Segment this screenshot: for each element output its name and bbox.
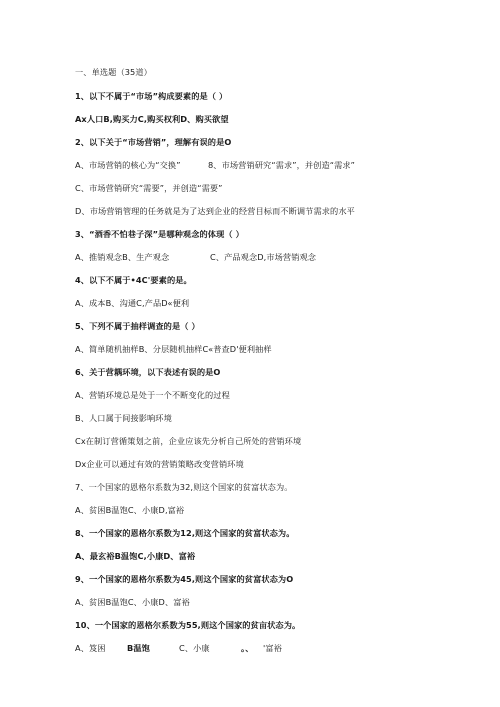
question-3-stem: 3、“酒香不怕巷子深”是哪种观念的体现（ ） xyxy=(75,229,244,239)
question-8-stem: 8、一个国家的恩格尔系数为12,则这个国家的贫富状态为。 xyxy=(75,528,295,538)
question-10-option-b: B温饱 xyxy=(127,643,150,653)
question-6-option-c: Cx在制订营循策划之前，企业应该先分析自己所处的营销环境 xyxy=(75,436,302,446)
question-2-stem: 2、以下关于“市场营销”，理解有误的是O xyxy=(75,137,232,147)
question-6-option-b: B、人口属于间接影响环境 xyxy=(75,413,172,423)
question-3-options-cd: C、产品观念D,市场营销观念 xyxy=(210,252,317,262)
question-7-stem: 7、一个国家的恩格尔系数为32,则这个国家的贫富状态为。 xyxy=(75,482,293,492)
question-6-option-d: Dx企业可以通过有效的营销策略改变营销环境 xyxy=(75,459,244,469)
question-10-stem: 10、一个国家的恩格尔系数为55,则这个国家的贫亩状态为。 xyxy=(75,620,301,630)
question-8-options: A、最玄裕B温饱C,小康D、富裕 xyxy=(75,551,196,561)
question-6-option-a: A、营销环境总是处于一个不断变化的过程 xyxy=(75,390,230,400)
question-2-option-c: C、市场营销研究“需要”，并创造“需要” xyxy=(75,183,223,193)
question-5-options: A、简单随机抽样B、分层随机抽样C«普查D'便利抽样 xyxy=(75,344,272,354)
question-10-option-d-mark: 。、 xyxy=(241,643,254,653)
question-5-stem: 5、下列不属于抽样调查的是（ ） xyxy=(75,321,200,331)
question-6-stem: 6、关于营耦环境，以下表述有误的是O xyxy=(75,367,221,377)
section-title: 一、单选题（35道） xyxy=(75,67,152,77)
question-10-options xyxy=(75,642,435,654)
question-7-options: A、贫困B温饱C、小康D,富裕 xyxy=(75,505,185,515)
question-2-option-d: D、市场营销管理的任务就是为了达到企业的经营目标而不断调节需求的水平 xyxy=(75,206,355,216)
question-4-options: A、成本B、沟通C,产品D«便利 xyxy=(75,298,190,308)
question-2-option-b: 8、市场营销研究“需求”，并创造“需求” xyxy=(208,160,355,170)
question-3-options-ab: A、推销观念B、生产观念 xyxy=(75,252,170,262)
question-2-option-a: A、市场营销的核心为“交换” xyxy=(75,160,181,170)
question-1-stem: 1、以下不属于“市场”构成要素的是（ ） xyxy=(75,91,228,101)
question-9-options: A、贫困B温饱C、小康D、富裕 xyxy=(75,597,190,607)
question-10-option-c: C、小康 xyxy=(179,643,210,653)
question-4-stem: 4、以下不属于•4C'要素的是。 xyxy=(75,275,192,285)
question-1-options: Ax人口B,购买力C,购买权利D、购买欲望 xyxy=(75,114,229,124)
question-10-option-d: '富裕 xyxy=(263,643,282,653)
question-10-option-a: A、笈困 xyxy=(75,643,106,653)
question-9-stem: 9、一个国家的恩格尔系数为45,则这个国家的贫富状态为O xyxy=(75,574,294,584)
